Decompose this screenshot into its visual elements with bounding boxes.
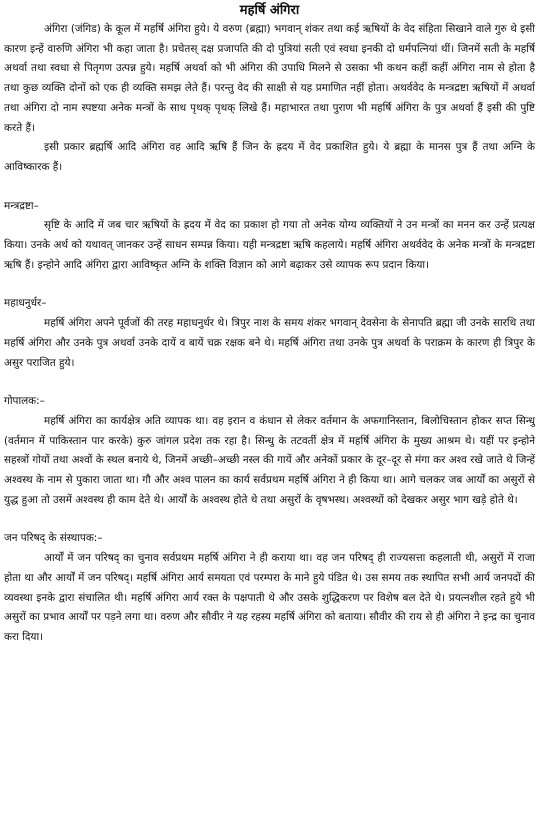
spacer <box>4 373 535 392</box>
section-text-gopalak: महर्षि अंगिरा का कार्यक्षेत्र अति व्यापक था। वह इरान व कंधान से लेकर वर्तमान के अफगानिस्तान, बिलोचिस्तान होकर सप्त सिन्धु (वर्तमान में पाकिस्तान पार करके) कुरु जांगल प्रदेश तक रहा है। सिन्धु के तटवर्ती क्षेत्र में महर्षि अंगिरा के मुख्य आश्रम थे। यहीं पर इन्होने सहस्त्रों गोयों तथा अश्वों के स्थल बनाये थे, जिनमें अच्छी–अच्छी नस्ल की गायें और अनेकों प्रकार के दूर–दूर से मंगा कर अश्व रखे जाते थे जिन्हें अश्वस्थ के नाम से पुकारा जाता था। गौ और अश्व पालन का कार्य सर्वप्रथम महर्षि अंगिरा ने ही किया था। आगे चलकर जब आर्यों का असुरों से युद्ध हुआ तो उसमें अश्वस्थ ही काम देते थे। आर्यों के अश्वस्थ होते थे तथा असुरों के वृषभस्थ। अश्वस्थों को देखकर असुर भाग खड़े होते थे। <box>4 414 535 506</box>
spacer <box>4 178 535 197</box>
section-heading-jan-parishad: जन परिषद् के संस्थापक:– <box>4 532 103 545</box>
section-heading-gopalak: गोपालक:– <box>4 395 45 408</box>
section-text-mantradrashta: सृष्टि के आदि में जब चार ऋषियों के ह्रदय में वेद का प्रकाश हो गया तो अनेक योग्य व्यक्तियों ने उन मन्त्रों का मनन कर उन्हें प्रत्यक्ष किया। उनके अर्थ को यथावत् जानकर उन्हें साधन सम्पन्न किया। यही मन्त्रद्रष्टा ऋषि कहलाये। महर्षि अंगिरा अथर्ववेद के अनेक मन्त्रों के मन्त्रद्रष्टा ऋषि हैं। इन्होने आदि अंगिरा द्वारा आविष्कृत अग्नि के शक्ति विज्ञान को आगे बढ़ाकर उसे व्यापक रूप प्रदान किया। <box>4 219 535 271</box>
page-title: महर्षि अंगिरा <box>239 3 300 18</box>
spacer <box>4 510 535 529</box>
section-text-jan-parishad: आर्यों में जन परिषद् का चुनाव सर्वप्रथम महर्षि अंगिरा ने ही कराया था। वह जन परिषद् ही राज्यसत्ता कहलाती थी, असुरों में राजा होता था और आर्यों में जन परिषद्। महर्षि अंगिरा आर्य समयता एवं परम्परा के माने हुये पंडित थे। उस समय तक स्थापित सभी आर्य जनपदों की व्यवस्था इनके द्वारा संचालित थी। महर्षि अंगिरा आर्य रक्त के पक्षपाती थे और उसके शुद्धिकरण पर विशेष बल देते थे। प्रयत्नशील रहते हुये भी असुरों का प्रभाव आर्यों पर पड़ने लगा था। वरुण और सौवीर ने यह रहस्य महर्षि अंगिरा को बताया। सौवीर की राय से ही अंगिरा ने इन्द्र का चुनाव करा दिया। <box>4 552 535 643</box>
spacer <box>4 275 535 294</box>
intro-paragraph-1: अंगिरा (जंगिड) के कूल में महर्षि अंगिरा हुये। ये वरुण (ब्रह्मा) भगवान् शंकर तथा कई ऋषियों के वेद संहिता सिखाने वाले गुरु थे इसी कारण इन्हें वारुणि अंगिरा भी कहा जाता है। प्रचेतस् दक्ष प्रजापति की दो पुत्रियां सती एवं स्वधा इनकी दो धर्मपत्नियां थीं। जिनमें सती के महर्षि अथर्वा तथा स्वधा से पितृगण उत्पन्न हुये। महर्षि अथर्वा को भी अंगिरा की उपाधि मिलने से उसका भी कथन कहीं कहीं अंगिरा नाम से होता है तथा कुछ व्यक्ति दोनों को एक ही व्यक्ति समझ लेते हैं। परन्तु वेद की साक्षी से यह प्रमाणित नहीं होता। अथर्ववेद के मन्त्रद्रष्टा ऋषियों में अथर्वा तथा अंगिरा दो नाम स्पष्टया अनेक मन्त्रों के साथ पृथक् पृथक् लिखे हैं। महाभारत तथा पुराण भी महर्षि अंगिरा के पुत्र अथर्वा हैं इसी की पुष्टि करते हैं। <box>4 23 535 134</box>
section-heading-mahadhanurdhar: महाधनुर्धर– <box>4 297 47 310</box>
section-text-mahadhanurdhar: महर्षि अंगिरा अपने पूर्वजों की तरह महाधनुर्धर थे। त्रिपुर नाश के समय शंकर भगवान् देवसेना के सेनापति ब्रह्मा जी उनके सारथि तथा महर्षि अंगिरा और उनके पुत्र अथर्वा उनके दायें व बायें चक्र रक्षक बने थे। महर्षि अंगिरा तथा उनके पुत्र अथर्वा के पराक्रम के कारण ही त्रिपुर के असुर पराजित हुये। <box>4 317 535 369</box>
section-heading-mantradrashta: मन्त्रद्रष्टा– <box>4 199 39 212</box>
intro-paragraph-2: इसी प्रकार ब्रह्मर्षि आदि अंगिरा वह आदि ऋषि हैं जिन के ह्रदय में वेद प्रकाशित हुये। ये ब्रह्मा के मानस पुत्र हैं तथा अग्नि के आविष्कारक हैं। <box>4 141 535 173</box>
